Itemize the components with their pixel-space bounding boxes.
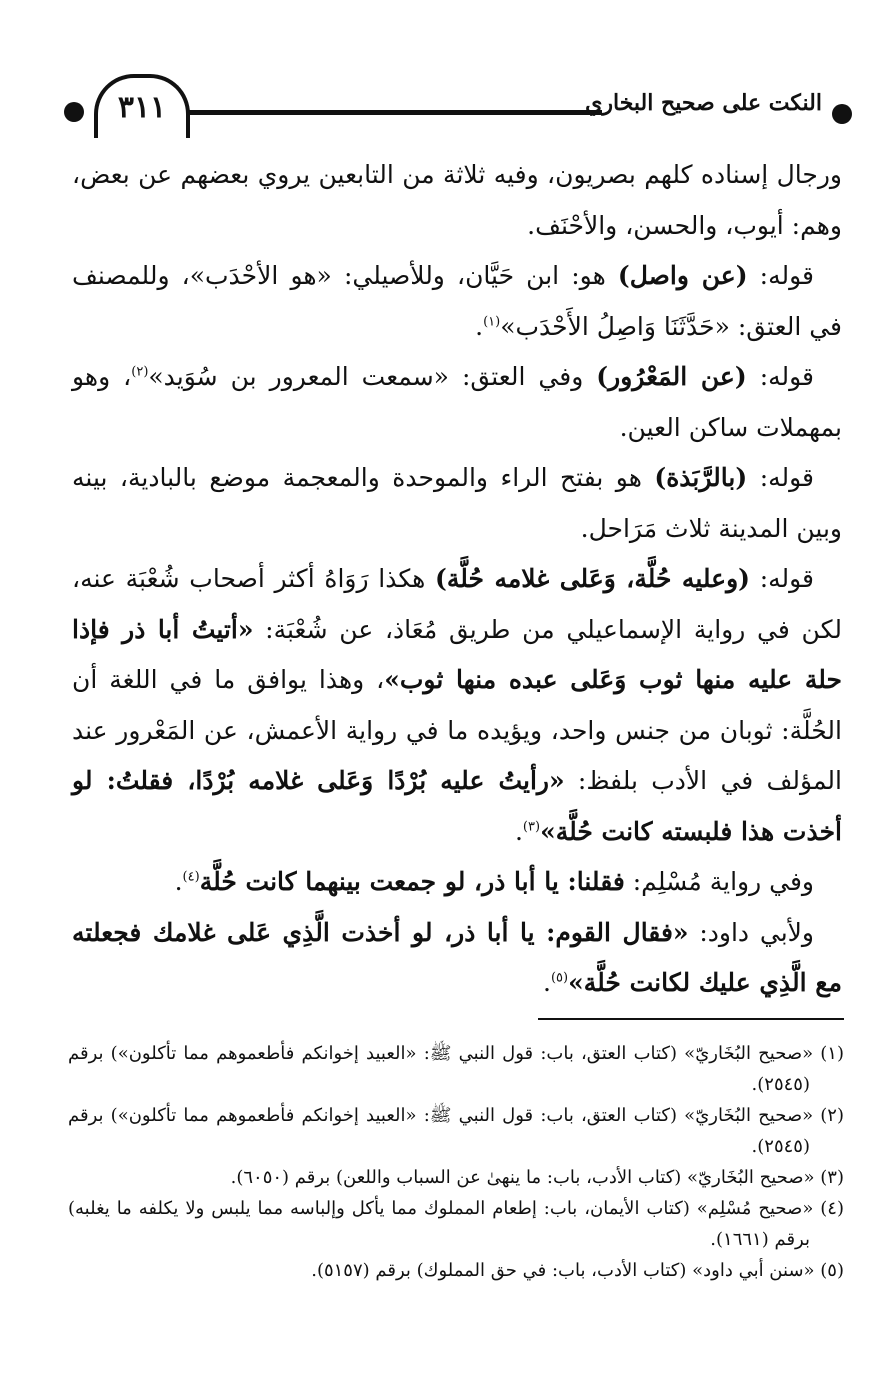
p5-end: .	[514, 816, 523, 846]
paragraph-3	[72, 352, 842, 453]
footnote-5: (٥) «سنن أبي داود» (كتاب الأدب، باب: في حق المملوك) برقم (٥١٥٧).	[311, 1260, 844, 1281]
page-number: ٣١١	[94, 74, 190, 138]
paragraph-1-text: ورجال إسناده كلهم بصريون، وفيه ثلاثة من التابعين يروي بعضهم عن بعض، وهم: أيوب، والحسن، والأحْنَف.	[72, 160, 842, 240]
paragraph-6	[72, 857, 842, 908]
paragraph-1	[72, 150, 842, 251]
p2-end: .	[475, 311, 484, 341]
p6-quote: فقلنا: يا أبا ذر، لو جمعت بينهما كانت حُلَّة	[199, 867, 625, 896]
footnote-3: (٣) «صحيح البُخَاريّ» (كتاب الأدب، باب: ما ينهىٰ عن السباب واللعن) برقم (٦٠٥٠).	[230, 1167, 844, 1188]
p4-lead: قوله:	[747, 463, 814, 492]
p5-text-1: هكذا رَوَاهُ أكثر أصحاب شُعْبَة عنه، لكن في رواية الإسماعيلي من طريق مُعَاذ، عن شُعْبَة:	[72, 564, 843, 644]
footnote-separator	[538, 1018, 844, 1020]
footnote-ref-5[interactable]: (٥)	[550, 970, 569, 986]
header-ornament-dot-right	[832, 104, 852, 124]
footnote-ref-3[interactable]: (٣)	[522, 819, 541, 835]
paragraph-5	[72, 554, 842, 857]
p6-end: .	[174, 867, 183, 896]
footnote-ref-1[interactable]: (١)	[483, 314, 501, 330]
footnote-ref-2[interactable]: (٢)	[131, 364, 149, 380]
main-text	[72, 150, 842, 1009]
paragraph-4	[72, 453, 842, 554]
p3-text: وفي العتق: «سمعت المعرور بن سُوَيد»	[148, 362, 597, 391]
paragraph-2	[72, 251, 842, 352]
p2-heading: (عن واصل)	[617, 261, 748, 290]
p2-lead: قوله:	[747, 261, 814, 290]
p3-heading: (عن المَعْرُور)	[596, 362, 747, 391]
p6-lead: وفي رواية مُسْلِم:	[624, 867, 814, 896]
page-header	[62, 70, 852, 150]
p4-heading: (بالرَّبَذة)	[654, 463, 748, 492]
footnote-ref-4[interactable]: (٤)	[182, 869, 200, 885]
footnote-4: (٤) «صحيح مُسْلِم» (كتاب الأيمان، باب: إطعام المملوك مما يأكل وإلباسه مما يلبس ولا يكلفه ما يغلبه) برقم (١٦٦١).	[68, 1198, 844, 1250]
p5-text-2: ، وهذا يوافق ما في اللغة أن الحُلَّة: ثوبان من جنس واحد، ويؤيده ما في رواية الأعمش، عن المَعْرور عند المؤلف في الأدب بلفظ:	[72, 665, 842, 795]
p5-heading: (وعليه حُلَّة، وَعَلى غلامه حُلَّة)	[435, 564, 750, 593]
p5-lead: قوله:	[749, 564, 814, 593]
p5-quote-1: «أتيتُ أبا ذر فإذا حلة عليه منها ثوب وَعَلى عبده منها ثوب»	[72, 614, 842, 694]
p7-end: .	[543, 968, 551, 997]
p7-quote: «فقال القوم: يا أبا ذر، لو أخذت الَّذِي عَلى غلامك فجعلته مع الَّذِي عليك لكانت حُلَّة»	[72, 917, 842, 997]
header-ornament-dot-left	[64, 102, 84, 122]
p3-lead: قوله:	[746, 362, 815, 391]
p7-lead: ولأبي داود:	[688, 917, 814, 947]
footnote-1: (١) «صحيح البُخَاريّ» (كتاب العتق، باب: قول النبي ﷺ: «العبيد إخوانكم فأطعموهم مما تأكلون») برقم (٢٥٤٥).	[68, 1043, 844, 1095]
p5-quote-2: «رأيتُ عليه بُرْدًا وَعَلى غلامه بُرْدًا، فقلتُ: لو أخذت هذا فلبسته كانت حُلَّة»	[72, 766, 842, 846]
running-title: النكت على صحيح البخاري	[585, 90, 822, 116]
footnote-2: (٢) «صحيح البُخَاريّ» (كتاب العتق، باب: قول النبي ﷺ: «العبيد إخوانكم فأطعموهم مما تأكلون») برقم (٢٥٤٥).	[68, 1105, 844, 1157]
p3-text-end: ، وهو بمهملات ساكن العين.	[72, 362, 842, 442]
paragraph-7	[72, 908, 842, 1009]
p4-text: هو بفتح الراء والموحدة والمعجمة موضع بالبادية، بينه وبين المدينة ثلاث مَرَاحل.	[72, 463, 842, 543]
p2-text: هو: ابن حَيَّان، وللأصيلي: «هو الأحْدَب»، وللمصنف في العتق: «حَدَّثَنَا وَاصِلُ الأَحْدَب»	[72, 261, 842, 341]
header-rule	[172, 110, 602, 115]
footnotes	[68, 1038, 844, 1286]
